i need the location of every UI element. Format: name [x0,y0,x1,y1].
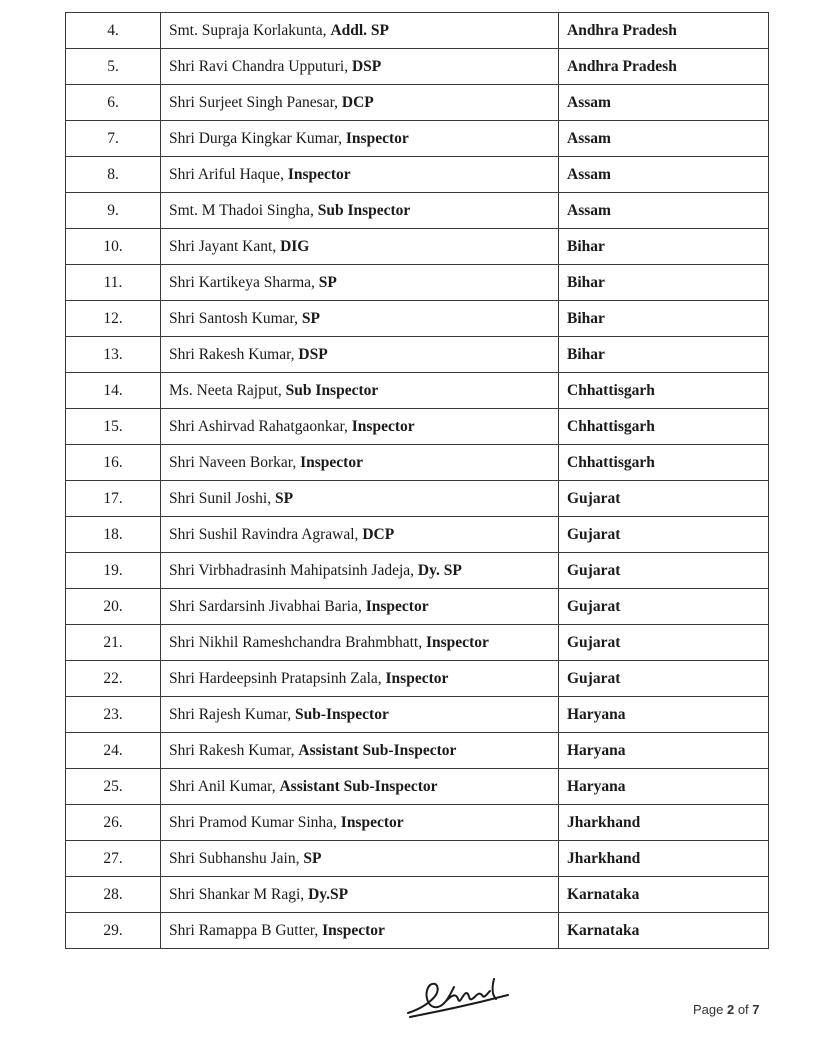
table-row [66,265,769,301]
officer-rank: Inspector [300,453,363,471]
officer-rank: Inspector [385,669,449,687]
serial-number: 9. [66,193,161,229]
page-current: 2 [726,1002,735,1017]
serial-number: 27. [66,841,161,877]
officer-name: Shri Ashirvad Rahatgaonkar, [169,417,352,435]
serial-number: 20. [66,589,161,625]
officer-name-cell [161,589,559,625]
officer-name: Shri Ariful Haque, [169,165,288,183]
table-row [66,661,769,697]
table-row [66,85,769,121]
serial-number: 7. [66,121,161,157]
officer-name-cell [161,517,559,553]
officer-name-cell [161,337,559,373]
officer-name: Shri Surjeet Singh Panesar, [169,93,342,111]
officer-rank: Inspector [351,417,415,435]
state-name: Gujarat [559,481,769,517]
serial-number: 16. [66,445,161,481]
officer-name: Smt. M Thadoi Singha, [169,201,318,219]
officer-name-cell [161,661,559,697]
state-name: Chhattisgarh [559,373,769,409]
officer-name-cell [161,805,559,841]
officer-rank: Inspector [365,597,429,615]
officer-name-cell [161,481,559,517]
officer-rank: Dy. SP [417,561,462,579]
serial-number: 26. [66,805,161,841]
officer-rank: SP [274,489,294,507]
table-body [66,13,769,949]
state-name: Bihar [559,229,769,265]
officer-rank: DCP [362,525,395,543]
state-name: Karnataka [559,877,769,913]
table-row [66,445,769,481]
officer-name: Shri Pramod Kumar Sinha, [169,813,341,831]
page-number [693,1002,760,1017]
officer-name-cell [161,625,559,661]
officer-name: Shri Shankar M Ragi, [169,885,309,903]
officer-name: Smt. Supraja Korlakunta, [169,21,331,39]
serial-number: 15. [66,409,161,445]
state-name: Chhattisgarh [559,445,769,481]
officer-name-cell [161,301,559,337]
serial-number: 19. [66,553,161,589]
officer-name-cell [161,373,559,409]
officer-name: Shri Hardeepsinh Pratapsinh Zala, [169,669,386,687]
table-row [66,301,769,337]
serial-number: 8. [66,157,161,193]
officer-name-cell [161,121,559,157]
officer-name-cell [161,157,559,193]
state-name: Assam [559,121,769,157]
officer-name: Shri Nikhil Rameshchandra Brahmbhatt, [169,633,426,651]
serial-number: 24. [66,733,161,769]
officer-name: Shri Virbhadrasinh Mahipatsinh Jadeja, [169,561,418,579]
officer-name-cell [161,85,559,121]
table-row [66,877,769,913]
serial-number: 6. [66,85,161,121]
officer-name-cell [161,553,559,589]
page-prefix: Page [693,1002,727,1017]
serial-number: 29. [66,913,161,949]
officer-rank: Sub-Inspector [294,705,389,723]
awardees-table [65,12,769,949]
officer-name: Shri Sunil Joshi, [169,489,275,507]
serial-number: 13. [66,337,161,373]
state-name: Assam [559,85,769,121]
signature-image [400,965,520,1025]
officer-name-cell [161,13,559,49]
table-row [66,481,769,517]
serial-number: 10. [66,229,161,265]
state-name: Jharkhand [559,841,769,877]
table-row [66,769,769,805]
serial-number: 21. [66,625,161,661]
officer-rank: Inspector [340,813,404,831]
table-row [66,229,769,265]
officer-name-cell [161,841,559,877]
officer-name: Shri Anil Kumar, [169,777,280,795]
serial-number: 11. [66,265,161,301]
officer-name: Shri Sushil Ravindra Agrawal, [169,525,363,543]
table-row [66,625,769,661]
table-row [66,409,769,445]
officer-name: Shri Jayant Kant, [169,237,281,255]
officer-rank: SP [301,309,320,327]
officer-name: Shri Sardarsinh Jivabhai Baria, [169,597,366,615]
serial-number: 23. [66,697,161,733]
table-row [66,49,769,85]
officer-name: Shri Ramappa B Gutter, [169,921,323,939]
officer-name: Shri Rakesh Kumar, [169,345,299,363]
serial-number: 14. [66,373,161,409]
state-name: Bihar [559,301,769,337]
serial-number: 28. [66,877,161,913]
table-row [66,913,769,949]
officer-name-cell [161,733,559,769]
officer-name-cell [161,769,559,805]
serial-number: 5. [66,49,161,85]
officer-name: Shri Ravi Chandra Upputuri, [169,57,352,75]
officer-rank: SP [303,849,322,867]
state-name: Gujarat [559,625,769,661]
officer-rank: DIG [280,237,310,255]
state-name: Bihar [559,337,769,373]
table-row [66,193,769,229]
page-of: of [734,1002,753,1017]
serial-number: 17. [66,481,161,517]
officer-name-cell [161,193,559,229]
state-name: Gujarat [559,517,769,553]
officer-rank: Inspector [345,129,409,147]
officer-name-cell [161,913,559,949]
table-row [66,517,769,553]
officer-rank: Sub Inspector [317,201,411,219]
state-name: Gujarat [559,661,769,697]
serial-number: 18. [66,517,161,553]
serial-number: 22. [66,661,161,697]
table-row [66,589,769,625]
officer-name: Shri Subhanshu Jain, [169,849,304,867]
officer-name: Ms. Neeta Rajput, [169,381,286,399]
officer-rank: DSP [351,57,382,75]
state-name: Chhattisgarh [559,409,769,445]
officer-name-cell [161,445,559,481]
officer-name-cell [161,409,559,445]
state-name: Assam [559,157,769,193]
state-name: Andhra Pradesh [559,13,769,49]
officer-rank: Assistant Sub-Inspector [279,777,438,795]
officer-rank: DCP [341,93,374,111]
officer-name-cell [161,229,559,265]
state-name: Haryana [559,697,769,733]
state-name: Gujarat [559,589,769,625]
page-total: 7 [752,1002,760,1017]
officer-name-cell [161,265,559,301]
table-row [66,733,769,769]
state-name: Karnataka [559,913,769,949]
table-row [66,121,769,157]
table-row [66,697,769,733]
table-row [66,553,769,589]
state-name: Jharkhand [559,805,769,841]
serial-number: 12. [66,301,161,337]
officer-rank: DSP [298,345,328,363]
table-row [66,805,769,841]
officer-rank: Dy.SP [308,885,349,903]
officer-rank: Inspector [322,921,385,939]
officer-name: Shri Rajesh Kumar, [169,705,295,723]
officer-name-cell [161,697,559,733]
table-row [66,157,769,193]
officer-name: Shri Naveen Borkar, [169,453,301,471]
table-row [66,13,769,49]
officer-name-cell [161,49,559,85]
officer-rank: Sub Inspector [285,381,379,399]
officer-rank: Inspector [426,633,489,651]
officer-rank: Inspector [287,165,351,183]
table-row [66,337,769,373]
table-row [66,841,769,877]
officer-name: Shri Santosh Kumar, [169,309,302,327]
table-row [66,373,769,409]
state-name: Assam [559,193,769,229]
state-name: Gujarat [559,553,769,589]
state-name: Haryana [559,733,769,769]
officer-name-cell [161,877,559,913]
serial-number: 4. [66,13,161,49]
officer-rank: Assistant Sub-Inspector [298,741,457,759]
state-name: Bihar [559,265,769,301]
officer-name: Shri Kartikeya Sharma, [169,273,319,291]
serial-number: 25. [66,769,161,805]
officer-rank: SP [318,273,337,291]
officer-rank: Addl. SP [330,21,390,39]
state-name: Haryana [559,769,769,805]
state-name: Andhra Pradesh [559,49,769,85]
officer-name: Shri Durga Kingkar Kumar, [169,129,346,147]
officer-name: Shri Rakesh Kumar, [169,741,299,759]
